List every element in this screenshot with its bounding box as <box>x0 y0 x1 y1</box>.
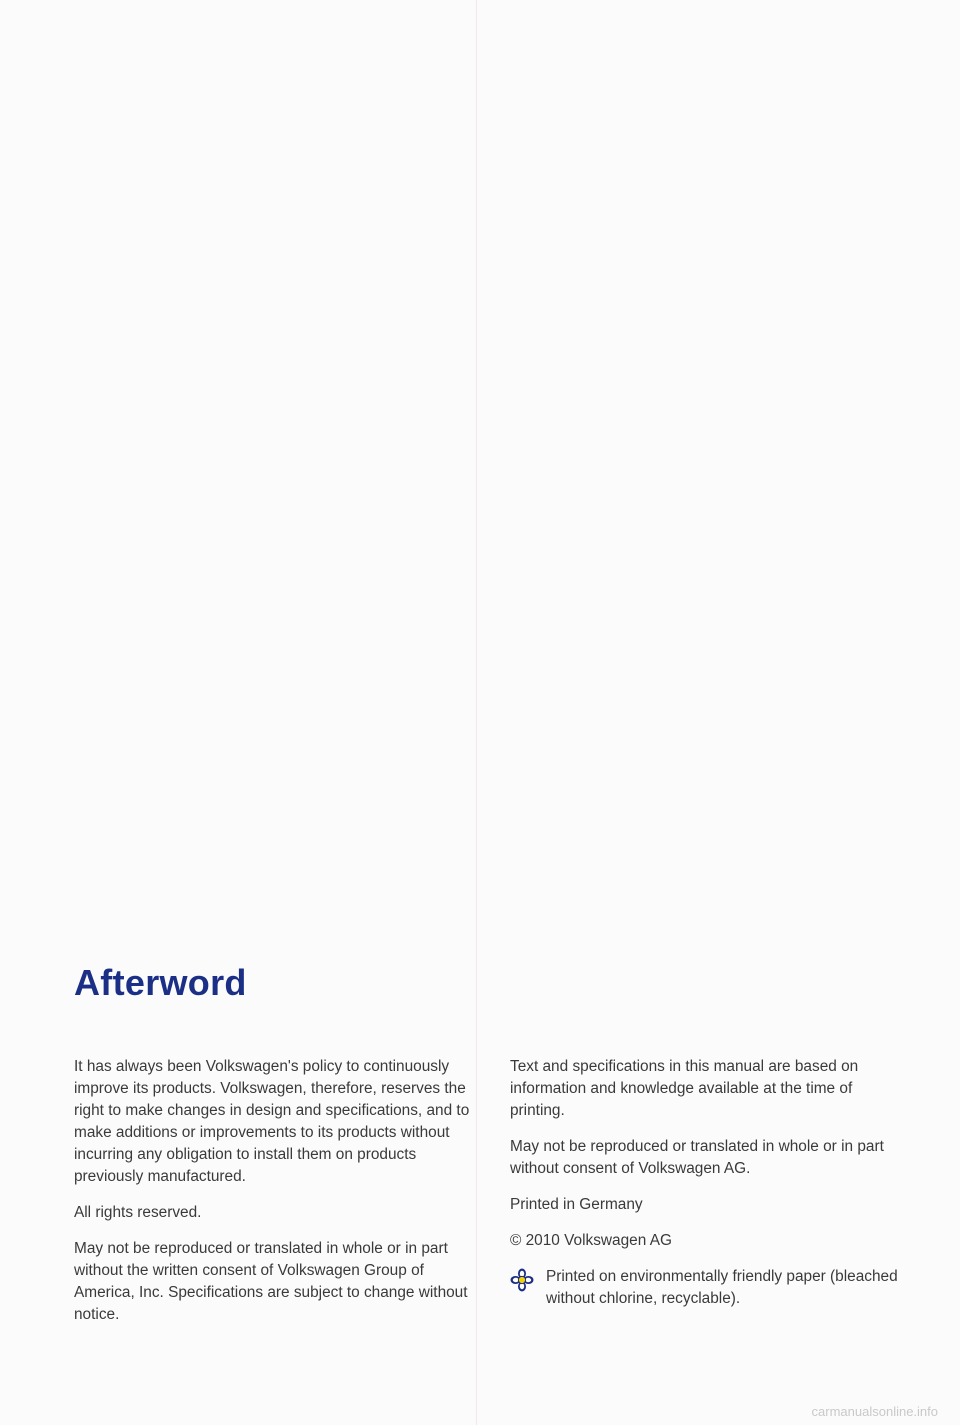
page-heading: Afterword <box>74 962 247 1003</box>
specifications-paragraph: Text and specifications in this manual are based on information and knowledge available at the time of printing. <box>510 1058 859 1119</box>
reproduction-paragraph: May not be reproduced or translated in whole or in part without consent of Volkswagen AG. <box>510 1138 884 1177</box>
policy-paragraph: It has always been Volkswagen's policy to continuously improve its products. Volkswagen, therefore, reserves the right to make changes in design and specifications, and to make additions or improvements to its products without incurring any obligation to install them on products previously manufactured. <box>74 1058 470 1185</box>
consent-paragraph: May not be reproduced or translated in whole or in part without the written consent of Volkswagen Group of America, Inc. Specifications are subject to change without notice. <box>74 1240 468 1323</box>
eco-note-text: Printed on environmentally friendly paper (bleached without chlorine, recyclable). <box>546 1268 898 1307</box>
rights-paragraph: All rights reserved. <box>74 1204 202 1221</box>
copyright-line: © 2010 Volkswagen AG <box>510 1232 672 1249</box>
flower-icon <box>510 1268 534 1292</box>
printed-location: Printed in Germany <box>510 1196 643 1213</box>
site-watermark: carmanualsonline.info <box>811 1404 938 1419</box>
eco-paper-note <box>510 1266 910 1310</box>
right-column <box>510 1056 910 1310</box>
left-column <box>74 1056 484 1340</box>
